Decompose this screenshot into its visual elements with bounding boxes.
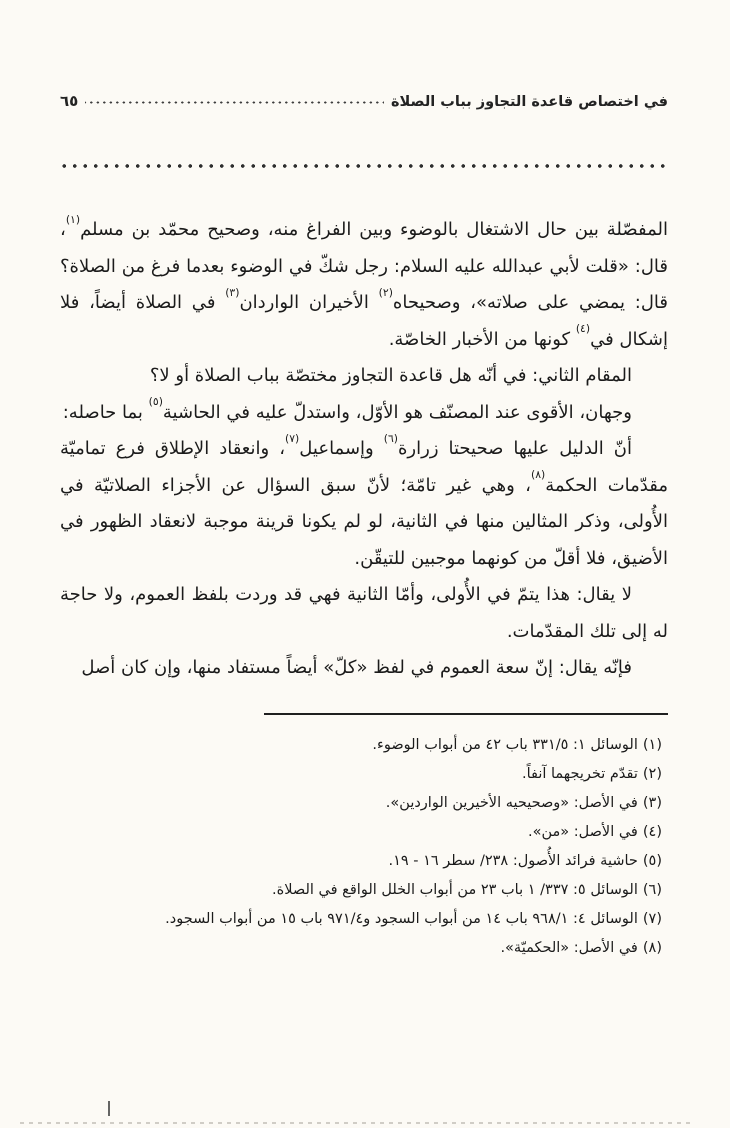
footnote: [60, 731, 662, 760]
footnote: [60, 789, 662, 818]
footnote-marker: (٣): [642, 794, 662, 811]
running-head: [60, 92, 668, 110]
footnote-marker: (١): [642, 736, 662, 753]
page-content: [60, 0, 668, 963]
paragraph: المفصّلة بين حال الاشتغال بالوضوء وبين الفراغ منه، وصحيح محمّد بن مسلم$^{(١)}$، قال: «قلت لأبي عبدالله عليه السلام: رجل شكّ في الوضوء بعدما فرغ من الصلاة؟ قال: يمضي على صلاته»، وصحيحاه$^{(٢)}$ الأخيران الواردان$^{(٣)}$ في الصلاة أيضاً، فلا إشكال في$^{(٤)}$ كونها من الأخبار الخاصّة.: [60, 212, 668, 350]
footnote-marker: (٨): [642, 939, 662, 956]
footnote-separator: [264, 713, 668, 715]
footnote-text: الوسائل ٥: ٣٣٧/ ١ باب ٢٣ من أبواب الخلل الواقع في الصلاة.: [272, 881, 638, 898]
footnote-text: الوسائل ١: ٣٣١/٥ باب ٤٢ من أبواب الوضوء.: [372, 736, 638, 753]
scan-artifact-tick: [108, 1101, 110, 1116]
footnote: [60, 818, 662, 847]
footnotes: [60, 731, 668, 963]
paragraph: لا يقال: هذا يتمّ في الأُولى، وأمّا الثانية فهي قد وردت بلفظ العموم، ولا حاجة له إلى تلك المقدّمات.: [60, 584, 668, 642]
footnote: [60, 905, 662, 934]
footnote: [60, 876, 662, 905]
footnote-marker: (٦): [642, 881, 662, 898]
footnote-marker: (٤): [642, 823, 662, 840]
footnote-marker: (٢): [642, 765, 662, 782]
footnote: [60, 760, 662, 789]
footnote-text: حاشية فرائد الأُصول: ٢٣٨/ سطر ١٦ - ١٩.: [388, 852, 638, 869]
chapter-title: في اختصاص قاعدة التجاوز بباب الصلاة: [390, 94, 668, 110]
paragraph: المقام الثاني: في أنّه هل قاعدة التجاوز مختصّة بباب الصلاة أو لا؟: [149, 365, 632, 386]
footnote-text: الوسائل ٤: ٩٦٨/١ باب ١٤ من أبواب السجود و٩٧١/٤ باب ١٥ من أبواب السجود.: [165, 910, 638, 927]
paragraph: فإنّه يقال: إنّ سعة العموم في لفظ «كلّ» أيضاً مستفاد منها، وإن كان أصل: [81, 657, 632, 678]
dotted-divider: [60, 162, 668, 170]
body-text: [60, 212, 668, 687]
footnote-text: في الأصل: «وصحيحيه الأخيرين الواردين».: [385, 794, 638, 811]
footnote: [60, 847, 662, 876]
dotted-leader: [85, 100, 384, 105]
footnote: [60, 934, 662, 963]
page-number: ٦٥: [60, 92, 79, 110]
footnote-marker: (٧): [642, 910, 662, 927]
paragraph: وجهان، الأقوى عند المصنّف هو الأوّل، واستدلّ عليه في الحاشية$^{(٥)}$ بما حاصله:: [62, 395, 632, 423]
footnote-marker: (٥): [642, 852, 662, 869]
footnote-text: تقدّم تخريجهما آنفاً.: [521, 765, 638, 782]
paragraph: أنّ الدليل عليها صحيحتا زرارة$^{(٦)}$ وإسماعيل$^{(٧)}$، وانعقاد الإطلاق فرع تماميّة مقدّمات الحكمة$^{(٨)}$، وهي غير تامّة؛ لأنّ سبق السؤال عن الأجزاء الصلاتيّة في الأُولى، وذكر المثالين منها في الثانية، لو لم يكونا قرينة موجبة لانعقاد الظهور في الأضيق، فلا أقلّ من كونهما موجبين للتيقّن.: [60, 431, 669, 569]
scan-artifact-edge: [20, 1122, 690, 1124]
footnote-text: في الأصل: «الحكميّة».: [500, 939, 638, 956]
footnote-text: في الأصل: «من».: [527, 823, 638, 840]
